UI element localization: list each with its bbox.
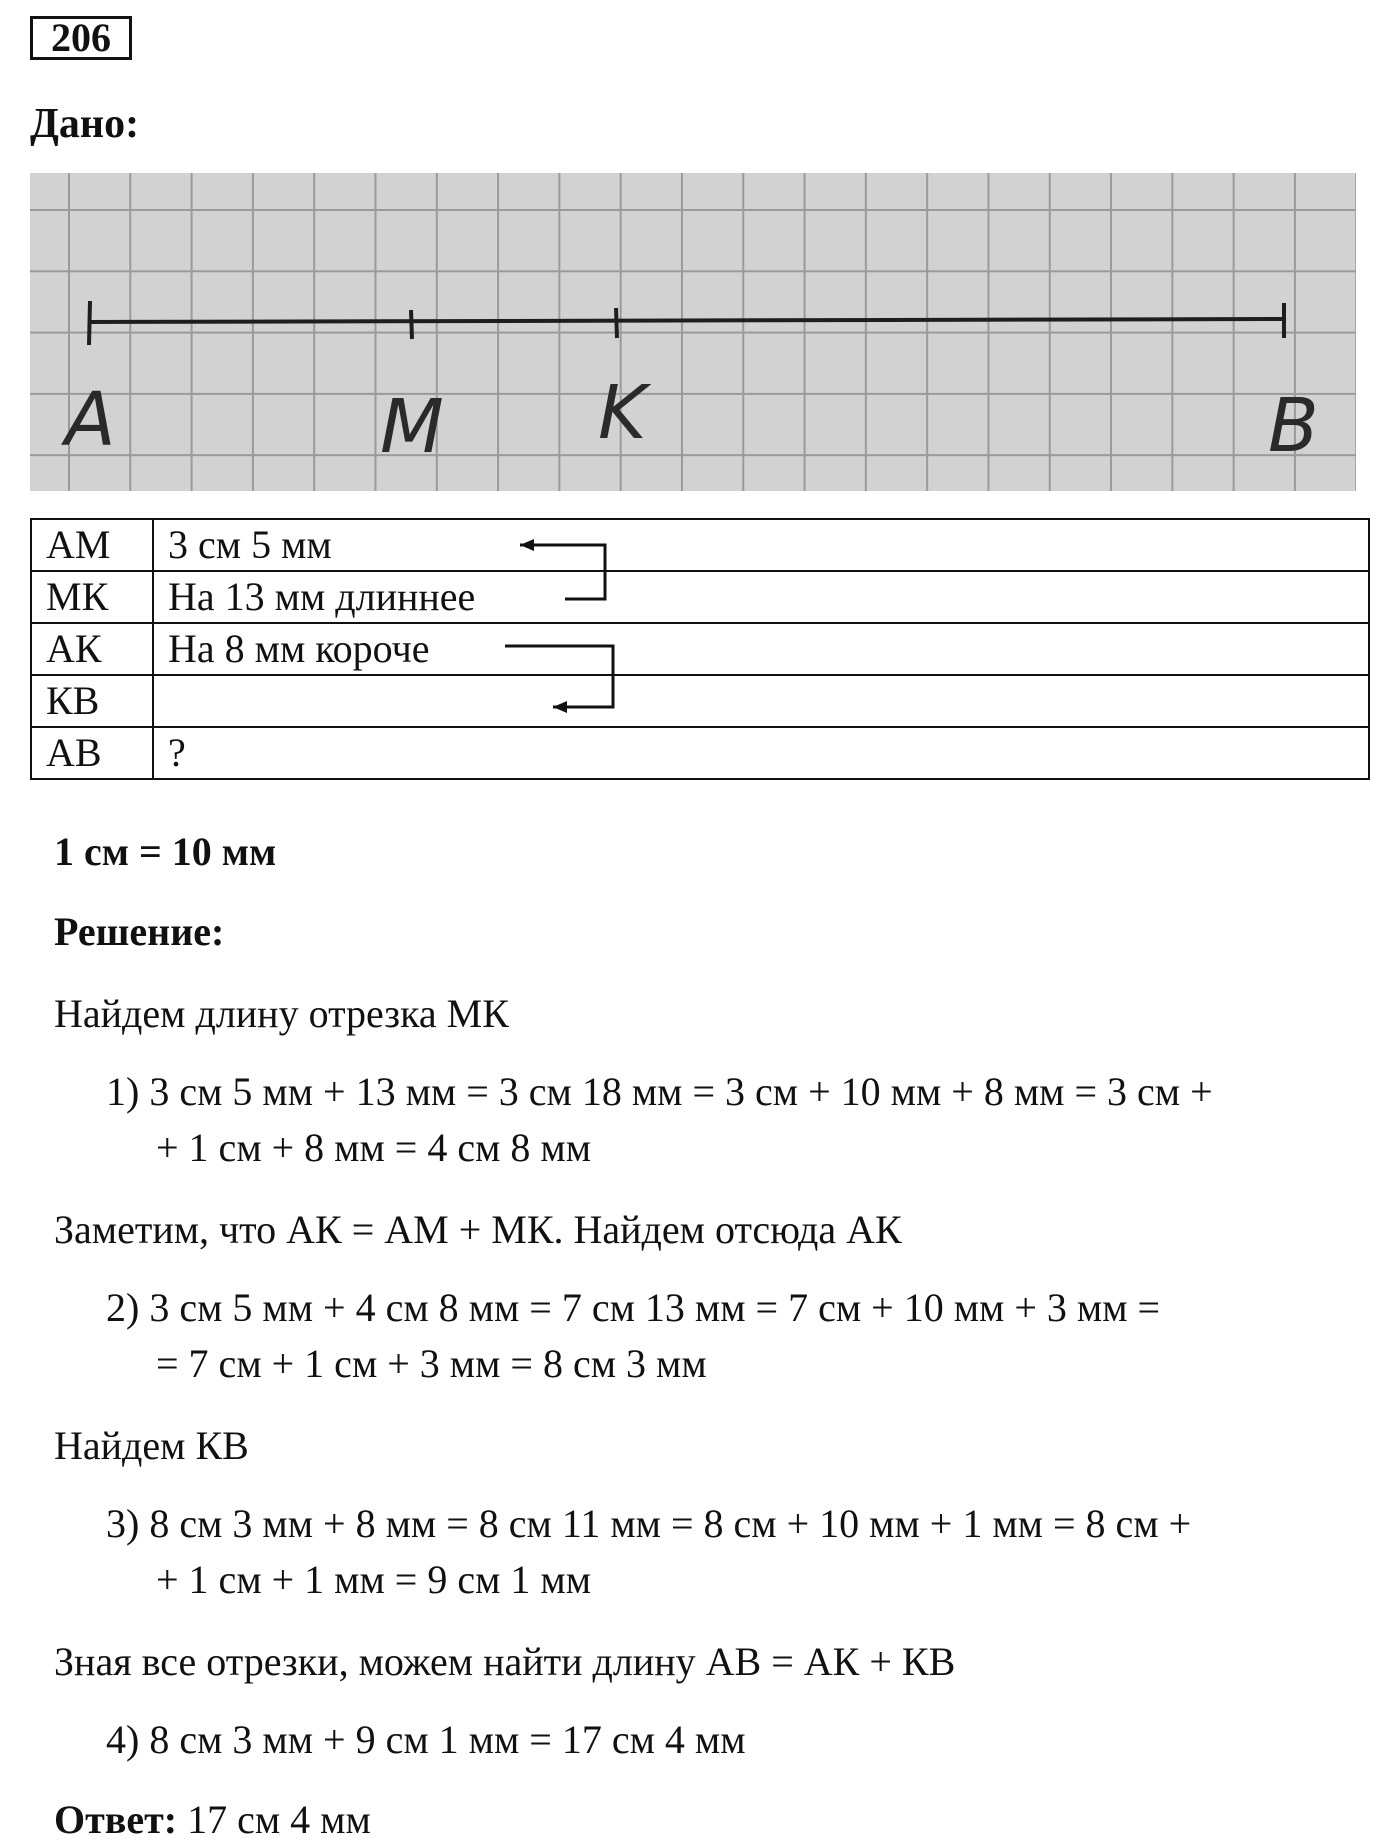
solution-heading: Решение: [54, 909, 225, 954]
segment-photo [30, 173, 1356, 491]
tick-m [411, 310, 412, 339]
label-point-k: K [598, 370, 647, 456]
step-3-line-2: + 1 см + 1 мм = 9 см 1 мм [156, 1557, 592, 1602]
row-key: КВ [31, 675, 153, 727]
row-key: МК [31, 571, 153, 623]
table-row [31, 675, 1369, 727]
table-row [31, 519, 1369, 571]
solution-intro-3: Найдем КВ [54, 1423, 249, 1468]
tick-a [89, 301, 90, 345]
table-row [31, 727, 1369, 779]
answer [54, 1796, 371, 1843]
conversion-note: 1 см = 10 мм [54, 829, 277, 874]
step-1-line-2: + 1 см + 8 мм = 4 см 8 мм [156, 1125, 592, 1170]
answer-label: Ответ: [54, 1797, 178, 1842]
row-key: АВ [31, 727, 153, 779]
step-2-line-2: = 7 см + 1 см + 3 мм = 8 см 3 мм [156, 1341, 707, 1386]
row-value: 3 см 5 мм [153, 519, 1369, 571]
row-value: На 13 мм длиннее [153, 571, 1369, 623]
tick-k [616, 308, 617, 338]
task-number: 206 [30, 16, 132, 60]
given-table [30, 518, 1370, 780]
row-value: На 8 мм короче [153, 623, 1369, 675]
solution-intro-4: Зная все отрезки, можем найти длину АВ = АК + КВ [54, 1639, 956, 1684]
label-point-b: B [1268, 383, 1319, 469]
row-value [153, 675, 1369, 727]
solution-intro-1: Найдем длину отрезка МК [54, 991, 509, 1036]
label-point-a: A [65, 377, 116, 463]
solution-intro-2: Заметим, что АК = АМ + МК. Найдем отсюда АК [54, 1207, 902, 1252]
label-point-m: M [380, 384, 444, 470]
segment-line [90, 319, 1284, 322]
segment-drawing [30, 173, 1356, 491]
step-1-line-1: 1) 3 см 5 мм + 13 мм = 3 см 18 мм = 3 см + 10 мм + 8 мм = 3 см + [106, 1069, 1213, 1114]
step-2-line-1: 2) 3 см 5 мм + 4 см 8 мм = 7 см 13 мм = 7 см + 10 мм + 3 мм = [106, 1285, 1161, 1330]
row-value: ? [153, 727, 1369, 779]
step-4-line-1: 4) 8 см 3 мм + 9 см 1 мм = 17 см 4 мм [106, 1717, 746, 1762]
step-3-line-1: 3) 8 см 3 мм + 8 мм = 8 см 11 мм = 8 см + 10 мм + 1 мм = 8 см + [106, 1501, 1192, 1546]
table-row [31, 623, 1369, 675]
given-heading: Дано: [30, 101, 140, 147]
table-row [31, 571, 1369, 623]
answer-value: 17 см 4 мм [177, 1797, 371, 1842]
row-key: АК [31, 623, 153, 675]
row-key: АМ [31, 519, 153, 571]
